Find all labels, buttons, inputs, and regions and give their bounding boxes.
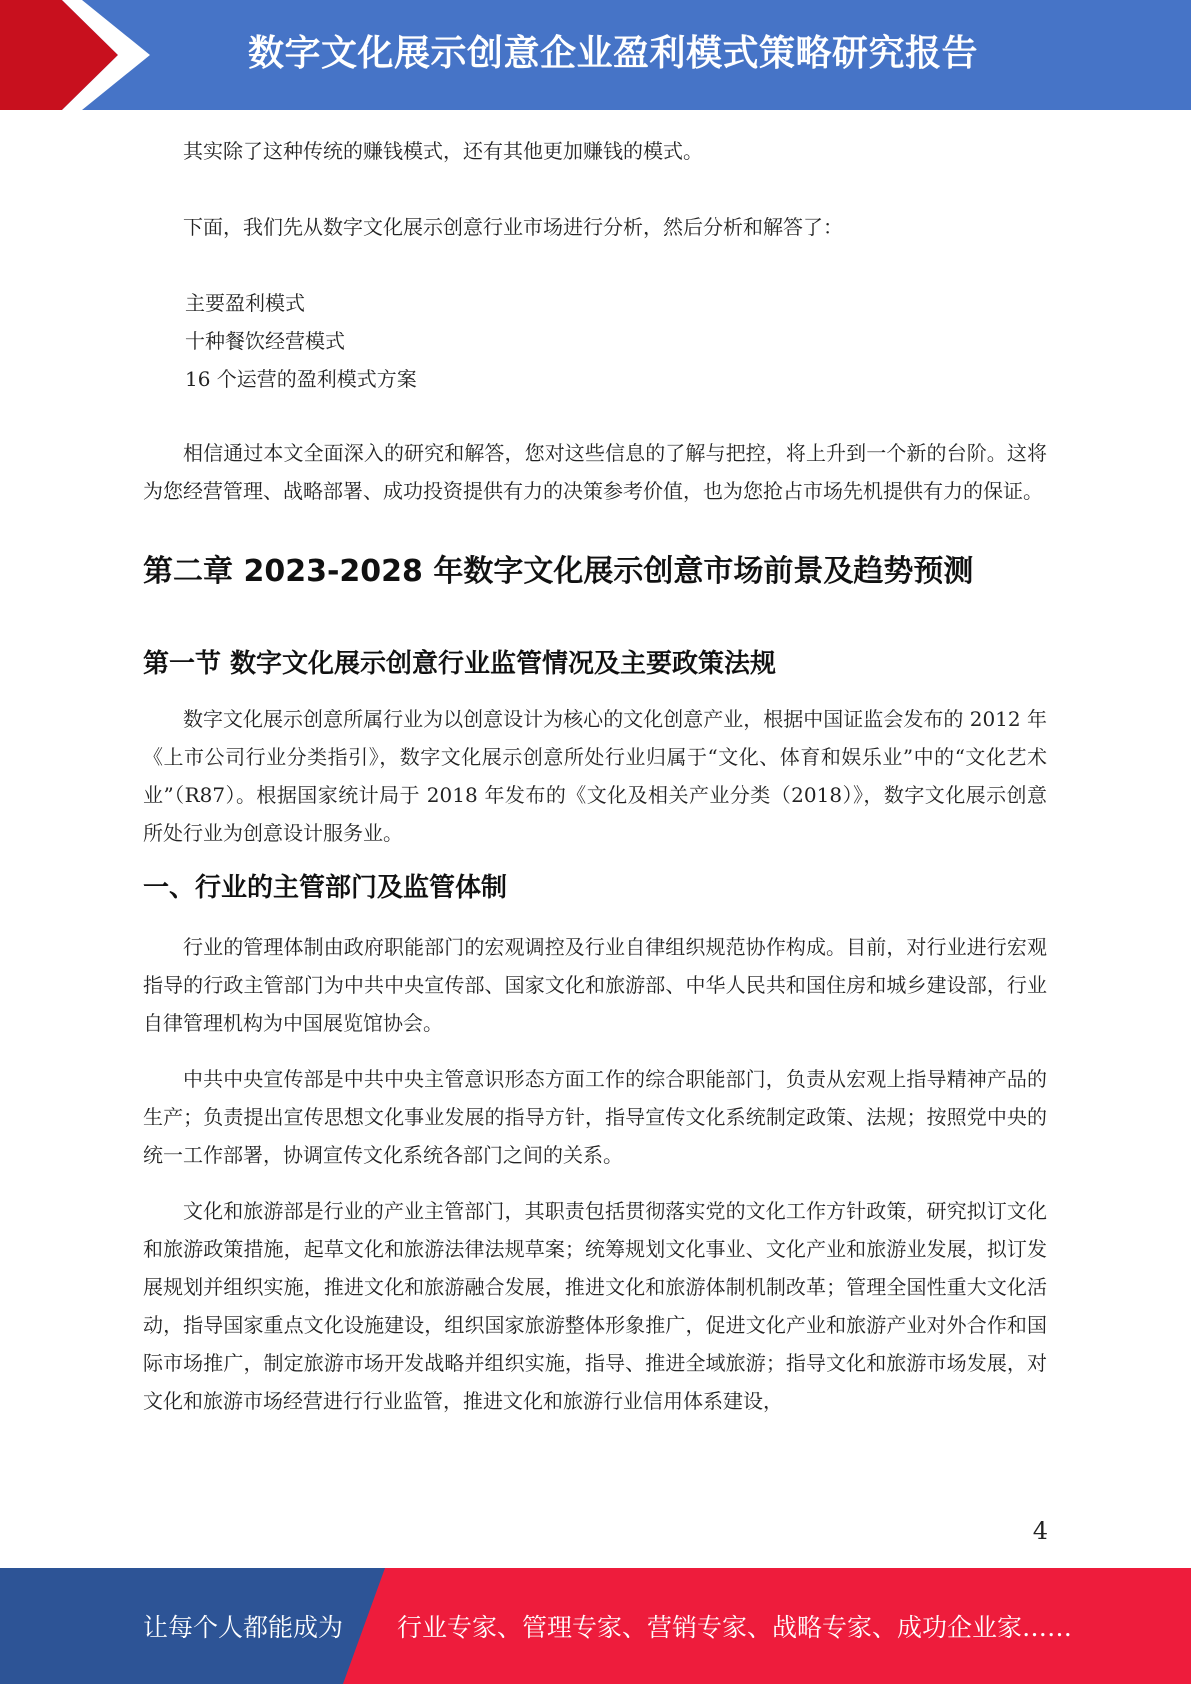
paragraph: 行业的管理体制由政府职能部门的宏观调控及行业自律组织规范协作构成。目前，对行业进行宏观指导的行政主管部门为中共中央宣传部、国家文化和旅游部、中华人民共和国住房和城乡建设部，行业自律管理机构为中国展览馆协会。 bbox=[143, 935, 1047, 1035]
page-number: 4 bbox=[1032, 1517, 1048, 1545]
page-footer bbox=[0, 1568, 1191, 1684]
page-header bbox=[0, 0, 1191, 110]
list-item: 16 个运营的盈利模式方案 bbox=[185, 367, 417, 391]
page-content bbox=[143, 132, 1047, 1420]
paragraph: 数字文化展示创意所属行业为以创意设计为核心的文化创意产业，根据中国证监会发布的 2012 年《上市公司行业分类指引》，数字文化展示创意所处行业归属于“文化、体育和娱乐业”中的“文化艺术业”（R87）。根据国家统计局于 2018 年发布的《文化及相关产业分类（2018）》，数字文化展示创意所处行业为创意设计服务业。 bbox=[143, 707, 1047, 845]
section-title: 第一节 数字文化展示创意行业监管情况及主要政策法规 bbox=[143, 649, 777, 679]
paragraph: 中共中央宣传部是中共中央主管意识形态方面工作的综合职能部门，负责从宏观上指导精神产品的生产；负责提出宣传思想文化事业发展的指导方针，指导宣传文化系统制定政策、法规；按照党中央的统一工作部署，协调宣传文化系统各部门之间的关系。 bbox=[143, 1067, 1047, 1167]
subsection-title: 一、行业的主管部门及监管体制 bbox=[143, 873, 508, 903]
chapter-title: 第二章 2023-2028 年数字文化展示创意市场前景及趋势预测 bbox=[143, 554, 974, 589]
footer-slogan-right: 行业专家、管理专家、营销专家、战略专家、成功企业家…… bbox=[397, 1613, 1073, 1642]
list-item: 十种餐饮经营模式 bbox=[185, 329, 345, 353]
paragraph: 相信通过本文全面深入的研究和解答，您对这些信息的了解与把控，将上升到一个新的台阶。这将为您经营管理、战略部署、成功投资提供有力的决策参考价值，也为您抢占市场先机提供有力的保证。 bbox=[143, 441, 1047, 503]
paragraph: 下面，我们先从数字文化展示创意行业市场进行分析，然后分析和解答了： bbox=[183, 215, 843, 239]
report-title: 数字文化展示创意企业盈利模式策略研究报告 bbox=[248, 33, 979, 74]
paragraph: 文化和旅游部是行业的产业主管部门，其职责包括贯彻落实党的文化工作方针政策，研究拟订文化和旅游政策措施，起草文化和旅游法律法规草案；统筹规划文化事业、文化产业和旅游业发展，拟订发展规划并组织实施，推进文化和旅游融合发展，推进文化和旅游体制机制改革；管理全国性重大文化活动，指导国家重点文化设施建设，组织国家旅游整体形象推广，促进文化产业和旅游产业对外合作和国际市场推广，制定旅游市场开发战略并组织实施，指导、推进全域旅游；指导文化和旅游市场发展，对文化和旅游市场经营进行行业监管，推进文化和旅游行业信用体系建设， bbox=[143, 1199, 1047, 1413]
paragraph: 其实除了这种传统的赚钱模式，还有其他更加赚钱的模式。 bbox=[183, 139, 703, 163]
footer-slogan-left: 让每个人都能成为 bbox=[143, 1613, 344, 1642]
list-item: 主要盈利模式 bbox=[185, 291, 305, 315]
model-list bbox=[143, 284, 1047, 398]
